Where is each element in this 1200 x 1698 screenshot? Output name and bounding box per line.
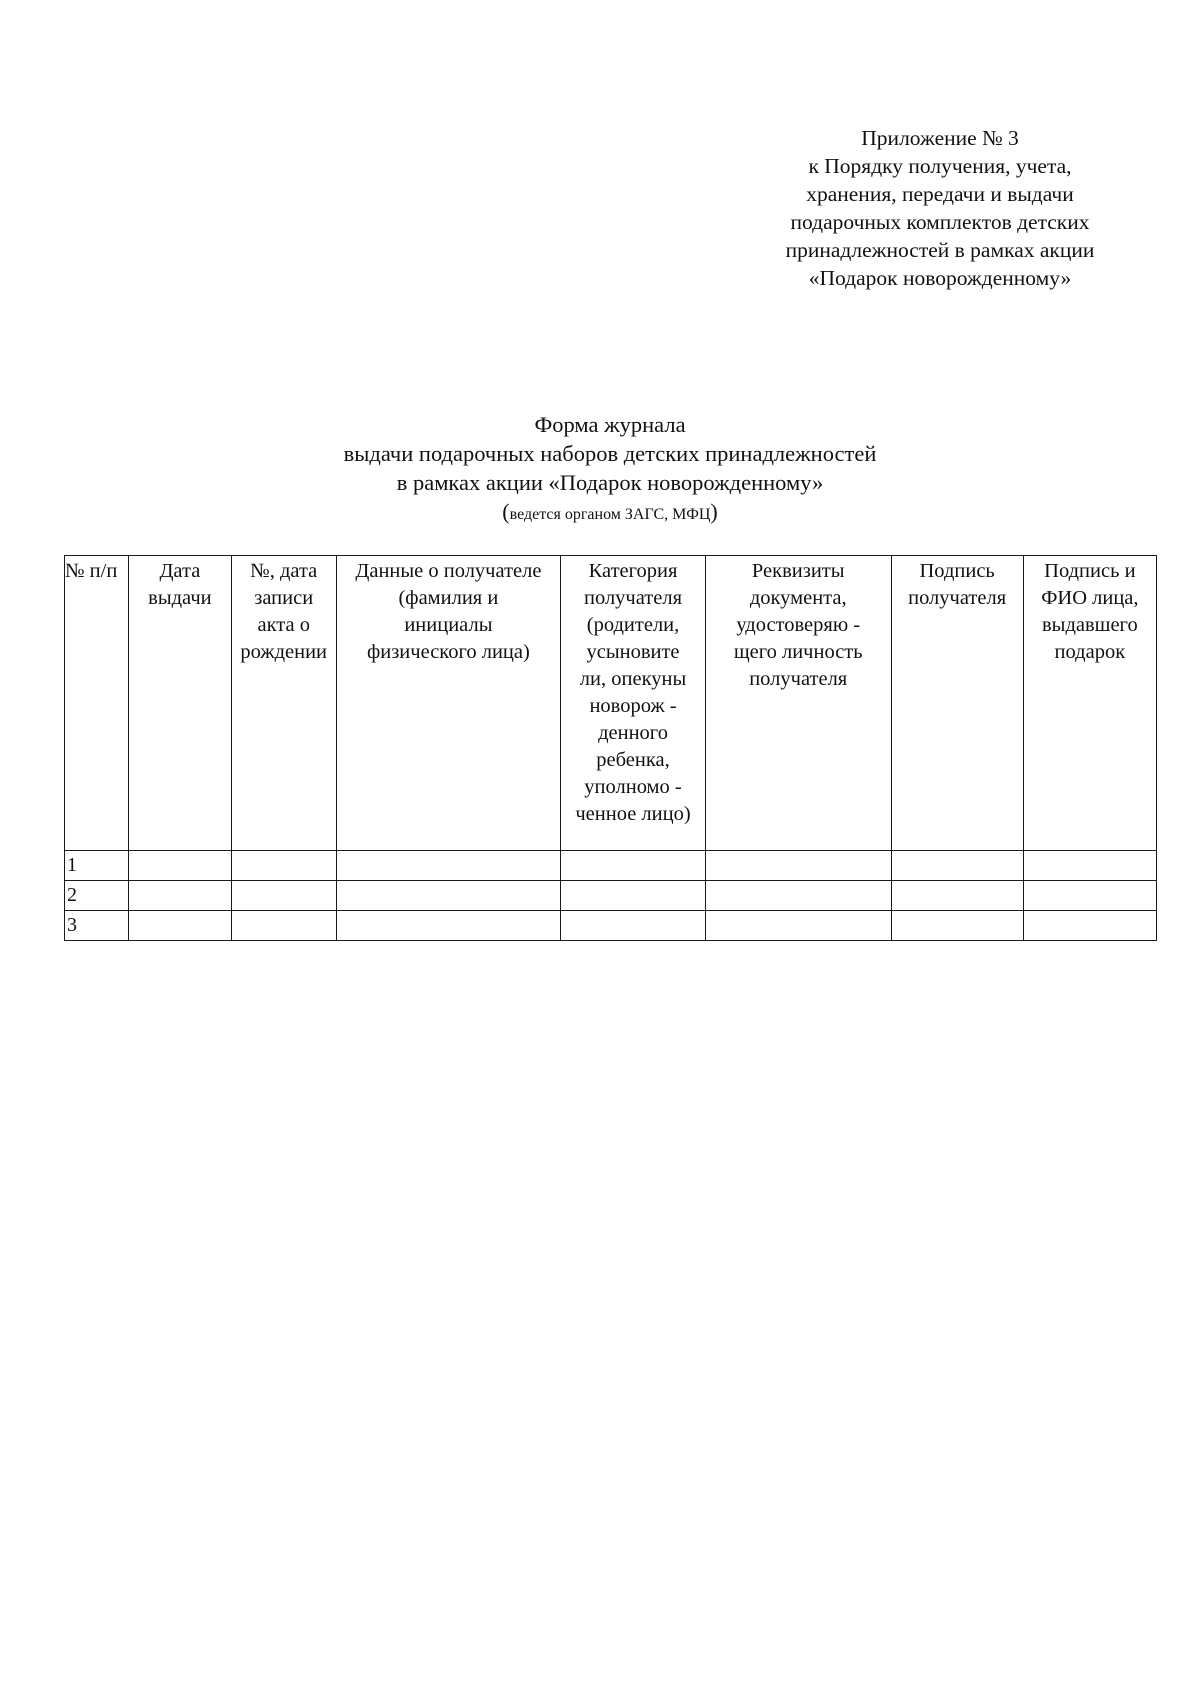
note-close-paren: ) [710, 499, 718, 524]
table-cell [128, 851, 231, 881]
header-recipient-data [336, 556, 560, 851]
header-line: ФИО лица, [1041, 587, 1139, 609]
form-title-block [0, 410, 1200, 530]
appendix-line: к Порядку получения, учета, [808, 154, 1072, 178]
header-line: уполномо - [584, 776, 682, 798]
header-line: ли, опекуны [579, 668, 687, 690]
table-cell [1023, 851, 1156, 881]
header-number [65, 556, 129, 851]
table-cell [231, 851, 336, 881]
header-id-document [705, 556, 891, 851]
form-title-line: в рамках акции «Подарок новорожденному» [396, 470, 824, 495]
header-line: (родители, [586, 614, 680, 636]
header-line: Подпись [919, 560, 995, 582]
header-birth-record [231, 556, 336, 851]
row-number: 3 [65, 911, 129, 941]
header-line: Реквизиты [751, 560, 845, 582]
header-line: физического лица) [366, 641, 530, 663]
header-line: получателя [749, 668, 848, 690]
header-line: инициалы [404, 614, 493, 636]
note-open-paren: ( [502, 499, 510, 524]
header-line: получателя [584, 587, 683, 609]
table-header-row [65, 556, 1157, 851]
header-line: усыновите [586, 641, 680, 663]
header-line: рождении [240, 641, 328, 663]
table-cell [561, 911, 706, 941]
appendix-line: «Подарок новорожденному» [808, 266, 1072, 290]
header-line: щего личность [733, 641, 863, 663]
form-title-heading: Форма журнала [534, 412, 686, 437]
header-recipient-category [561, 556, 706, 851]
table-cell [1023, 911, 1156, 941]
table-row [65, 911, 1157, 941]
table-cell [1023, 881, 1156, 911]
table-cell [891, 911, 1023, 941]
table-cell [231, 881, 336, 911]
header-line: выдавшего [1042, 614, 1138, 636]
table-cell [891, 881, 1023, 911]
header-line: Подпись и [1044, 560, 1136, 582]
form-title-line: выдачи подарочных наборов детских принадлежностей [343, 441, 877, 466]
table-cell [128, 881, 231, 911]
header-line: №, дата [250, 560, 318, 582]
form-title-note [0, 497, 1200, 530]
table-cell [231, 911, 336, 941]
table-row [65, 881, 1157, 911]
header-line: Дата [159, 560, 201, 582]
header-issue-date [128, 556, 231, 851]
header-line: новорож - [589, 695, 677, 717]
header-line: документа, [749, 587, 847, 609]
header-line: № п/п [65, 560, 118, 582]
header-line: Данные о получателе [355, 560, 542, 582]
table-cell [705, 911, 891, 941]
header-line: подарок [1054, 641, 1126, 663]
header-line: выдачи [148, 587, 212, 609]
appendix-title: Приложение № 3 [861, 126, 1019, 150]
header-line: ребенка, [596, 749, 670, 771]
appendix-line: хранения, передачи и выдачи [806, 182, 1074, 206]
table-cell [336, 851, 560, 881]
header-line: Категория [588, 560, 678, 582]
header-line: удостоверяю - [736, 614, 861, 636]
journal-table [64, 555, 1157, 941]
header-line: записи [254, 587, 314, 609]
table-cell [336, 881, 560, 911]
header-line: получателя [908, 587, 1007, 609]
table-cell [705, 881, 891, 911]
header-line: акта о [257, 614, 310, 636]
header-line: денного [598, 722, 668, 744]
table-cell [705, 851, 891, 881]
appendix-block [740, 124, 1140, 292]
header-line: ченное лицо) [575, 803, 691, 825]
table-cell [336, 911, 560, 941]
table-cell [891, 851, 1023, 881]
row-number: 2 [65, 881, 129, 911]
header-issuer-signature [1023, 556, 1156, 851]
row-number: 1 [65, 851, 129, 881]
note-text: ведется органом ЗАГС, МФЦ [509, 506, 711, 523]
table-row [65, 851, 1157, 881]
table-cell [128, 911, 231, 941]
header-line: (фамилия и [398, 587, 499, 609]
appendix-line: принадлежностей в рамках акции [785, 238, 1095, 262]
appendix-line: подарочных комплектов детских [790, 210, 1090, 234]
header-recipient-signature [891, 556, 1023, 851]
table-cell [561, 881, 706, 911]
table-cell [561, 851, 706, 881]
